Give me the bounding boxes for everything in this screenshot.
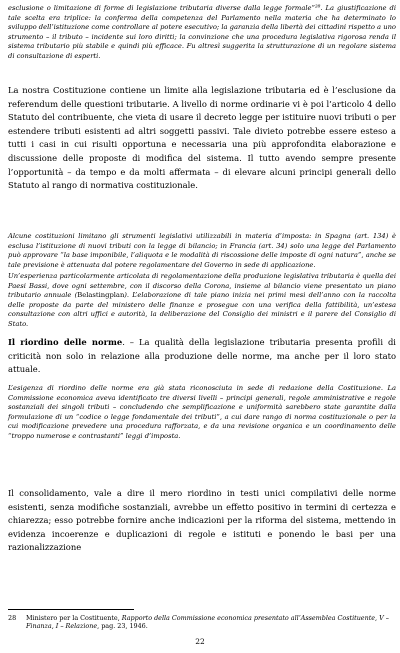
footnote-text-a: Ministero per la Costituente, (26, 614, 122, 622)
footnote-number: 28 (8, 614, 17, 622)
netherlands-text-c: ). L’elaborazione di tale piano inizia nei primi mesi dell’anno con la raccolta delle proposte da parte del ministero delle finanze e prosegue con una verifica della fattibilità, un’estesa consultazione con altri uffici e autorità, la deliberazione del Consiglio dei ministri e il parere del Consiglio di Stato. (8, 291, 396, 328)
page-number: 22 (195, 637, 205, 646)
riordino-text: . – La qualità della legislazione tributaria presenta profili di criticità non solo in relazione alla produzione delle norme, ma anche per il loro stato attuale. (8, 337, 396, 375)
footnote-text (26, 614, 392, 631)
footnote-divider (8, 609, 134, 610)
paragraph-constitutional-limits: La nostra Costituzione contiene un limite alla legislazione tributaria ed è l’esclusione da referendum delle questioni tributarie. A livello di norme ordinarie vi è poi l’articolo 4 dello Statuto del contribuente, che vieta di usare il decreto legge per istituire nuovi tributi o per estendere tributi esistenti ad altri soggetti passivi. Tale divieto potrebbe essere esteso a tutti i casi in cui risulti opportuna e necessaria una più approfondita elaborazione e discussione delle proposte di modifica del sistema. Il tutto avendo sempre presente l’opportunità – da tempo e da molti affermata – di elevare alcuni principi generali dello Statuto al rango di normativa costituzionale. (8, 85, 396, 191)
italic-paragraph-netherlands (8, 272, 396, 330)
italic-paragraph-foreign-constitutions: Alcune costituzioni limitano gli strumenti legislativi utilizzabili in materia d’imposta: in Spagna (art. 134) è esclusa l’istituzione di nuovi tributi con la legge di bilancio; in Francia (art. 34) solo una legge del Parlamento può approvare “la base imponibile, l’aliquota e le modalità di riscossione delle imposte di ogni natura”, anche se tale previsione è attenuata dal potere regolamentare del Governo in sede di applicazione. (8, 232, 396, 269)
footnote-text-c: , pag. 23, 1946. (97, 622, 148, 631)
section-heading-riordino: Il riordino delle norme (8, 337, 123, 347)
paragraph-consolidation: Il consolidamento, vale a dire il mero riordino in testi unici compilativi delle norme esistenti, senza modifiche sostanziali, avrebbe un effetto positivo in termini di certezza e chiarezza; esso potrebbe fornire anche indicazioni per la riforma del sistema, mettendo in evidenza incoerenze e duplicazioni di regole e istituti e ponendo le basi per una razionalizzazione (8, 488, 396, 553)
footnote-28 (8, 614, 396, 631)
paragraph-riordino (8, 336, 396, 377)
netherlands-text-a: Un’esperienza particolarmente articolata di regolamentazione della produzione legislativa tributaria è quella dei Paesi Bassi, dove ogni settembre, con il discorso della Corona, insieme al bilancio viene presentato un piano tributario annuale ( (8, 272, 396, 300)
footnote-report-title: Rapporto della Commissione economica presentato all’Assemblea Costituente, V – Finanza, I – Relazione (26, 614, 389, 631)
italic-paragraph-constituent-commission: L’esigenza di riordino delle norme era già stata riconosciuta in sede di redazione della Costituzione. La Commissione economica aveva identificato tre diversi livelli – principi generali, regole amministrative e regole sostanziali dei singoli tributi – concludendo che semplificazione e uniformità sarebbero state garantite dalla formulazione di un “codice o legge fondamentale dei tributi”, a cui dare rango di norma costituzionale o per la cui modificazione prevedere una procedura rafforzata, e da una revisione organica e un coordinamento delle “troppo numerose e contrastanti” leggi d’imposta. (8, 384, 396, 440)
belastingplan-term: Belastingplan (77, 291, 125, 300)
italic-paragraph-statute-rationale: esclusione o limitazione di forme di legislazione tributaria diverse dalla legge formale”²⁸. La giustificazione di tale scelta era triplice: la conferma della competenza del Parlamento nella materia che ha determinato lo sviluppo dell’istituzione come controllare al potere esecutivo; la garanzia della libertà dei cittadini rispetto a uno strumento – il tributo – incidente sui loro diritti; la convinzione che una procedura legislativa rigorosa renda il sistema tributario più stabile e quindi più efficace. Fu altresì suggerita la strutturazione di un regolare sistema di consultazione di esperti. (8, 4, 396, 60)
